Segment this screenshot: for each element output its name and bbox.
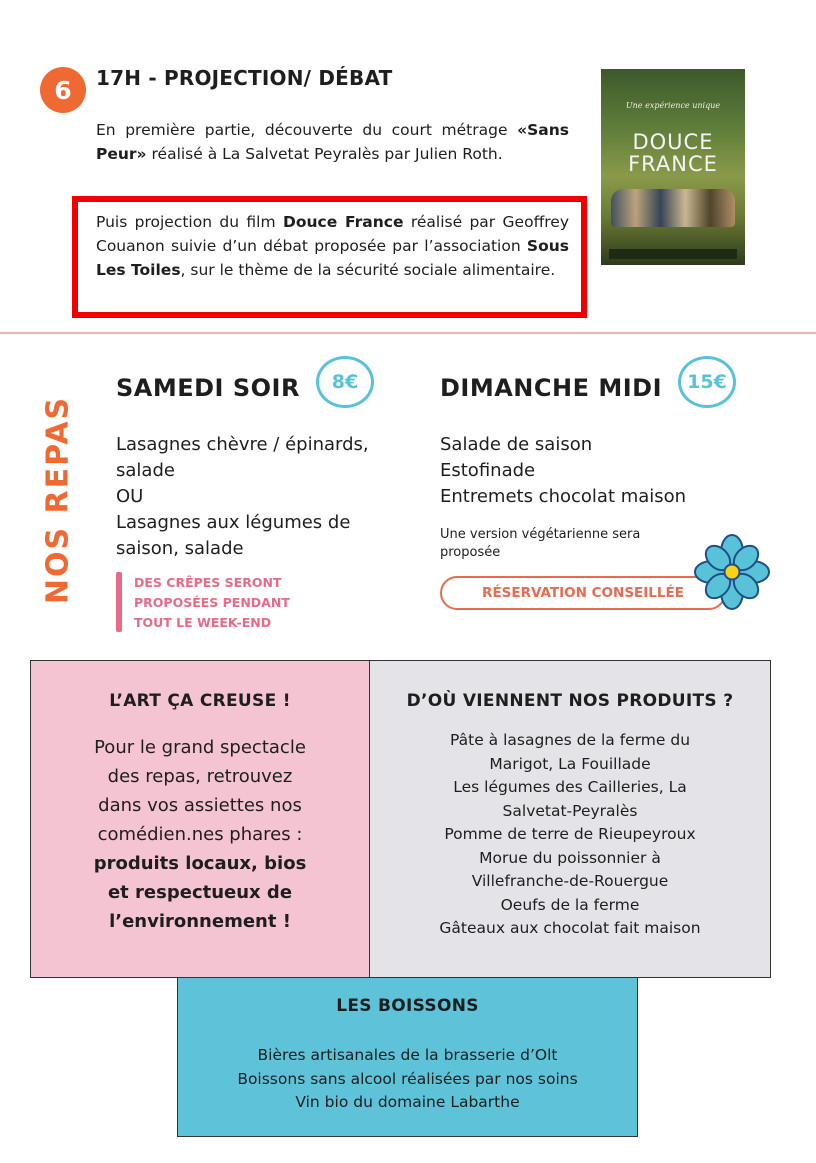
- dimanche-price-badge: 15€: [678, 356, 736, 408]
- crepes-line: DES CRÊPES SERONT: [134, 575, 282, 590]
- menu-line: Estofinade: [440, 460, 536, 481]
- intro-text: réalisé à La Salvetat Peyralès par Julien Roth.: [146, 145, 503, 163]
- menu-line: saison, salade: [116, 538, 244, 559]
- menu-line: OU: [116, 486, 144, 507]
- boissons-title: LES BOISSONS: [336, 996, 479, 1016]
- film-poster: [601, 69, 745, 265]
- menu-line: Salade de saison: [440, 434, 593, 455]
- poster-title-line: FRANCE: [628, 152, 718, 176]
- short-film-name: «Sans Peur»: [96, 121, 569, 163]
- produits-title: D’OÙ VIENNENT NOS PRODUITS ?: [406, 691, 734, 711]
- art-bold-line: et respectueux de: [107, 882, 293, 903]
- art-text: [31, 733, 369, 936]
- crepes-note: [134, 573, 290, 633]
- produit-line: Pomme de terre de Rieupeyroux: [444, 825, 696, 843]
- art-title: L’ART ÇA CREUSE !: [109, 691, 291, 711]
- dimanche-heading: DIMANCHE MIDI: [440, 374, 663, 402]
- details-text: , sur le thème de la sécurité sociale alimentaire.: [180, 261, 556, 279]
- produit-line: Pâte à lasagnes de la ferme du: [449, 731, 691, 749]
- poster-photo: [611, 189, 735, 227]
- projection-intro: [96, 118, 569, 166]
- crepes-line: PROPOSÉES PENDANT: [134, 595, 290, 610]
- poster-title: [601, 131, 745, 175]
- poster-title-line: DOUCE: [632, 130, 714, 154]
- art-line: comédien.nes phares :: [97, 824, 303, 845]
- boissons-list: [178, 1044, 637, 1115]
- projection-details: [96, 210, 569, 282]
- step-number-badge: 6: [40, 67, 86, 113]
- boissons-box: [177, 977, 638, 1137]
- samedi-menu: [116, 432, 406, 562]
- dimanche-menu: [440, 432, 740, 510]
- details-text: Puis projection du film: [96, 213, 283, 231]
- menu-line: salade: [116, 460, 175, 481]
- art-line: des repas, retrouvez: [107, 766, 293, 787]
- produit-line: Villefranche-de-Rouergue: [471, 872, 669, 890]
- samedi-heading: SAMEDI SOIR: [116, 374, 300, 402]
- produit-line: Morue du poissonnier à: [479, 848, 661, 867]
- produit-line: Salvetat-Peyralès: [502, 801, 638, 820]
- section-divider: [0, 332, 816, 334]
- produit-line: Gâteaux aux chocolat fait maison: [439, 919, 701, 937]
- vegetarian-note: Une version végétarienne sera proposée: [440, 527, 641, 560]
- art-bold-line: l’environnement !: [109, 911, 291, 932]
- boisson-line: Vin bio du domaine Labarthe: [295, 1093, 520, 1111]
- boisson-line: Bières artisanales de la brasserie d’Olt: [257, 1046, 558, 1064]
- flower-icon: [690, 532, 774, 612]
- menu-line: Entremets chocolat maison: [440, 486, 687, 507]
- art-bold-line: produits locaux, bios: [93, 853, 307, 874]
- boisson-line: Boissons sans alcool réalisées par nos soins: [237, 1069, 578, 1088]
- produit-line: Les légumes des Cailleries, La: [453, 778, 687, 796]
- samedi-price-badge: 8€: [316, 356, 374, 408]
- art-box: [30, 660, 370, 978]
- intro-text: En première partie, découverte du court métrage: [96, 121, 518, 139]
- produit-line: Oeufs de la ferme: [500, 895, 640, 914]
- produits-list: [370, 729, 770, 941]
- art-line: Pour le grand spectacle: [94, 737, 306, 758]
- projection-title: 17H - PROJECTION/ DÉBAT: [96, 66, 393, 90]
- menu-line: Lasagnes chèvre / épinards,: [116, 434, 369, 455]
- art-line: dans vos assiettes nos: [98, 795, 302, 816]
- poster-tagline: Une expérience unique: [625, 101, 721, 110]
- produit-line: Marigot, La Fouillade: [489, 754, 651, 773]
- film-name: Douce France: [282, 213, 404, 231]
- crepes-accent-bar: [116, 572, 122, 632]
- poster-credits-band: [609, 249, 737, 259]
- details-text: réalisé par Geoffrey Couanon suivie d’un débat proposée par l’association: [96, 213, 569, 255]
- repas-vertical-title: [25, 395, 91, 605]
- association-name: Sous Les Toiles: [96, 237, 569, 279]
- crepes-line: TOUT LE WEEK-END: [134, 615, 272, 630]
- reservation-banner: RÉSERVATION CONSEILLÉE: [440, 576, 726, 610]
- produits-box: [369, 660, 771, 978]
- repas-title-text: NOS REPAS: [40, 395, 76, 605]
- menu-line: Lasagnes aux légumes de: [116, 512, 351, 533]
